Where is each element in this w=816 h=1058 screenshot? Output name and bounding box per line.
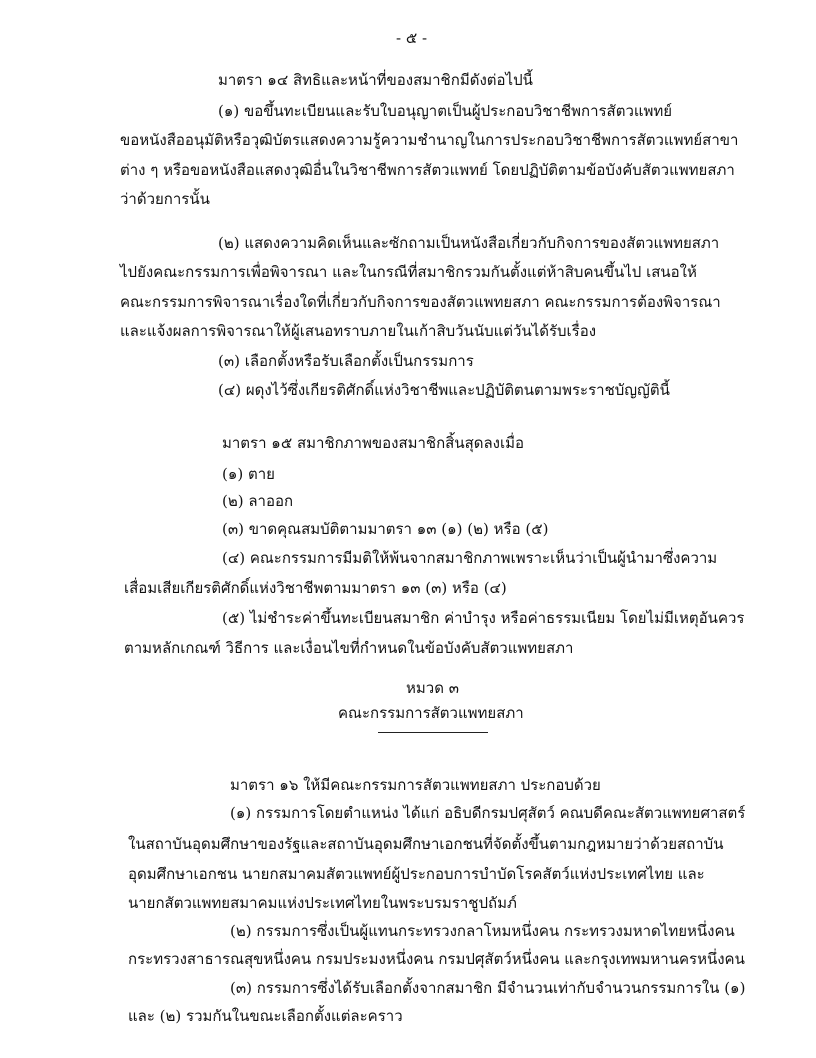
section-16-item-2-line-2: กระทรวงสาธารณสุขหนึ่งคน กรมประมงหนึ่งคน กรมปศุสัตว์หนึ่งคน และกรุงเทพมหานครหนึ่งคน	[128, 950, 745, 968]
page-number: - ๕ -	[396, 29, 428, 47]
section-14-item-2-line-2: ไปยังคณะกรรมการเพื่อพิจารณา และในกรณีที่สมาชิกรวมกันตั้งแต่ห้าสิบคนขึ้นไป เสนอให้	[120, 263, 697, 281]
section-14-heading: มาตรา ๑๔ สิทธิและหน้าที่ของสมาชิกมีดังต่อไปนี้	[218, 71, 533, 89]
chapter-title: คณะกรรมการสัตวแพทยสภา	[338, 704, 524, 722]
section-14-item-1-line-2: ขอหนังสืออนุมัติหรือวุฒิบัตรแสดงความรู้ความชำนาญในการประกอบวิชาชีพการสัตวแพทย์สาขา	[120, 131, 739, 149]
section-16-item-1-line-1: (๑) กรรมการโดยตำแหน่ง ได้แก่ อธิบดีกรมปศุสัตว์ คณบดีคณะสัตวแพทยศาสตร์	[230, 804, 746, 822]
chapter-number: หมวด ๓	[406, 679, 459, 697]
section-14-item-2-line-1: (๒) แสดงความคิดเห็นและซักถามเป็นหนังสือเกี่ยวกับกิจการของสัตวแพทยสภา	[218, 234, 720, 252]
section-16-item-1-line-2: ในสถาบันอุดมศึกษาของรัฐและสถาบันอุดมศึกษาเอกชนที่จัดตั้งขึ้นตามกฎหมายว่าด้วยสถาบัน	[128, 835, 724, 853]
section-14-item-1-line-3: ต่าง ๆ หรือขอหนังสือแสดงวุฒิอื่นในวิชาชีพการสัตวแพทย์ โดยปฏิบัติตามข้อบังคับสัตวแพทยสภา	[120, 161, 735, 179]
section-14-item-3: (๓) เลือกตั้งหรือรับเลือกตั้งเป็นกรรมการ	[218, 352, 474, 370]
section-16-heading: มาตรา ๑๖ ให้มีคณะกรรมการสัตวแพทยสภา ประกอบด้วย	[230, 776, 601, 794]
chapter-underline	[378, 732, 488, 733]
section-16-item-3-line-1: (๓) กรรมการซึ่งได้รับเลือกตั้งจากสมาชิก มีจำนวนเท่ากับจำนวนกรรมการใน (๑)	[230, 979, 746, 997]
section-15-item-5-line-1: (๕) ไม่ชำระค่าขึ้นทะเบียนสมาชิก ค่าบำรุง หรือค่าธรรมเนียม โดยไม่มีเหตุอันควร	[222, 609, 745, 627]
section-14-item-2-line-4: และแจ้งผลการพิจารณาให้ผู้เสนอทราบภายในเก้าสิบวันนับแต่วันได้รับเรื่อง	[120, 322, 597, 340]
section-16-item-2-line-1: (๒) กรรมการซึ่งเป็นผู้แทนกระทรวงกลาโหมหนึ่งคน กระทรวงมหาดไทยหนึ่งคน	[230, 922, 735, 940]
section-15-item-1: (๑) ตาย	[222, 465, 275, 483]
section-16-item-1-line-4: นายกสัตวแพทยสมาคมแห่งประเทศไทยในพระบรมราชูปถัมภ์	[128, 894, 517, 912]
section-15-item-5-line-2: ตามหลักเกณฑ์ วิธีการ และเงื่อนไขที่กำหนดในข้อบังคับสัตวแพทยสภา	[124, 639, 574, 657]
section-14-item-1-line-1: (๑) ขอขึ้นทะเบียนและรับใบอนุญาตเป็นผู้ประกอบวิชาชีพการสัตวแพทย์	[218, 102, 673, 120]
section-14-item-4: (๔) ผดุงไว้ซึ่งเกียรติศักดิ์แห่งวิชาชีพและปฏิบัติตนตามพระราชบัญญัตินี้	[218, 381, 670, 399]
section-15-item-4-line-1: (๔) คณะกรรมการมีมติให้พ้นจากสมาชิกภาพเพราะเห็นว่าเป็นผู้นำมาซึ่งความ	[222, 549, 718, 567]
section-16-item-1-line-3: อุดมศึกษาเอกชน นายกสมาคมสัตวแพทย์ผู้ประกอบการบำบัดโรคสัตว์แห่งประเทศไทย และ	[128, 865, 705, 883]
section-15-item-4-line-2: เสื่อมเสียเกียรติศักดิ์แห่งวิชาชีพตามมาตรา ๑๓ (๓) หรือ (๔)	[124, 579, 507, 597]
section-14-item-1-line-4: ว่าด้วยการนั้น	[120, 190, 210, 208]
section-16-item-3-line-2: และ (๒) รวมกันในขณะเลือกตั้งแต่ละคราว	[128, 1007, 403, 1025]
section-15-item-3: (๓) ขาดคุณสมบัติตามมาตรา ๑๓ (๑) (๒) หรือ (๕)	[222, 520, 549, 538]
section-14-item-2-line-3: คณะกรรมการพิจารณาเรื่องใดที่เกี่ยวกับกิจการของสัตวแพทยสภา คณะกรรมการต้องพิจารณา	[120, 293, 721, 311]
section-15-heading: มาตรา ๑๕ สมาชิกภาพของสมาชิกสิ้นสุดลงเมื่อ	[222, 434, 525, 452]
section-15-item-2: (๒) ลาออก	[222, 492, 294, 510]
